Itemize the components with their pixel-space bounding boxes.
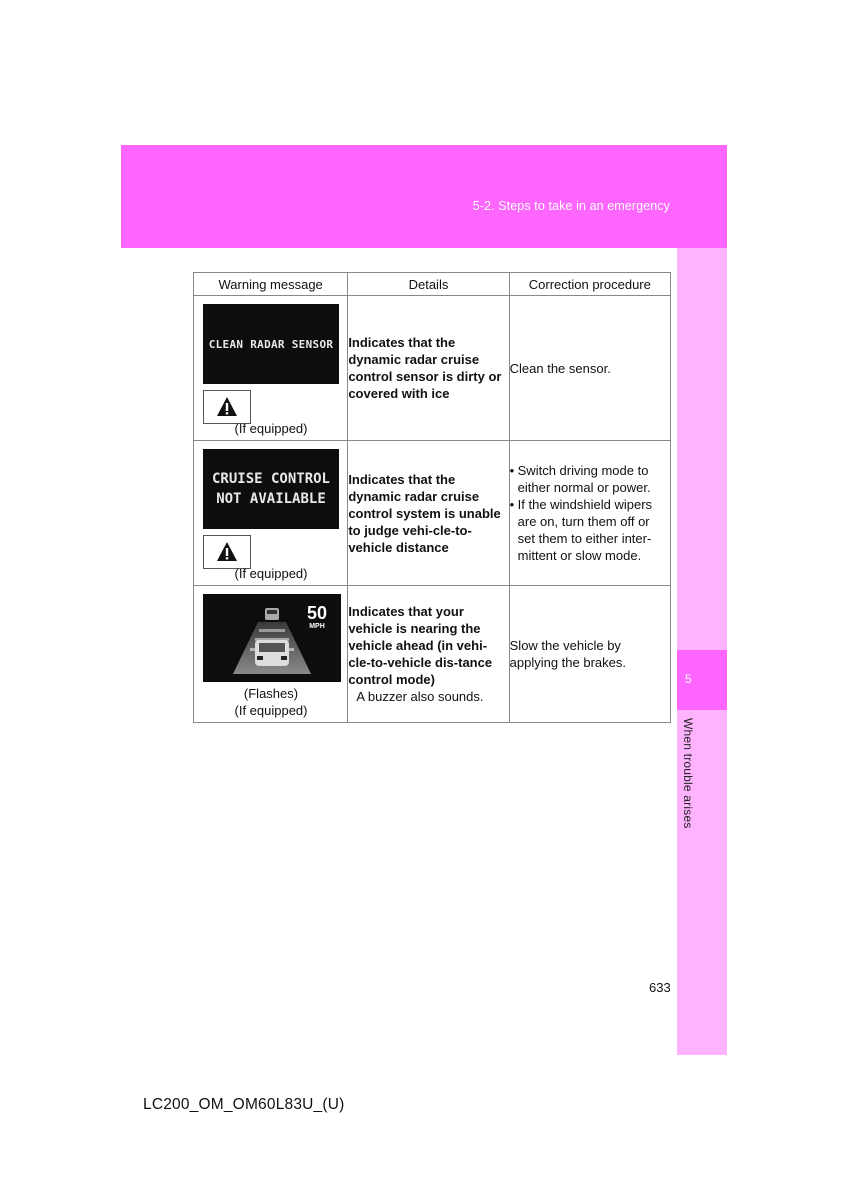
list-item: • If the windshield wipers are on, turn them off or set them to either inter-mittent or slow mode. [510, 496, 670, 564]
correction-cell: Slow the vehicle by applying the brakes. [509, 586, 670, 723]
speed-readout [307, 604, 327, 631]
warning-message-cell [194, 296, 348, 441]
warning-message-cell [194, 586, 348, 723]
display-screen [203, 304, 339, 384]
table-header-row [194, 273, 671, 296]
section-title: 5-2. Steps to take in an emergency [472, 199, 670, 213]
details-cell: Indicates that the dynamic radar cruise control sensor is dirty or covered with ice [348, 296, 509, 441]
column-header-warning-message: Warning message [194, 273, 348, 296]
column-header-correction-procedure: Correction procedure [509, 273, 670, 296]
warning-message-table [193, 272, 671, 723]
warning-triangle-icon [203, 390, 251, 424]
screen-text-line-2: NOT AVAILABLE [216, 491, 326, 507]
display-screen [203, 449, 339, 529]
column-header-details: Details [348, 273, 509, 296]
speed-value: 50 [306, 603, 327, 623]
table-row [194, 296, 671, 441]
details-text: Indicates that your vehicle is nearing the vehicle ahead (in vehi-cle-to-vehicle dis-tance control mode) [348, 604, 493, 687]
chapter-number-box [677, 650, 727, 710]
correction-cell: Clean the sensor. [509, 296, 670, 441]
header-band [121, 145, 727, 248]
details-cell: Indicates that the dynamic radar cruise control system is unable to judge vehi-cle-to-vehicle distance [348, 441, 509, 586]
page-number: 633 [649, 980, 671, 995]
chapter-label: When trouble arises [681, 718, 695, 829]
table-row [194, 441, 671, 586]
speed-unit: MPH [309, 623, 325, 630]
screen-text: CLEAN RADAR SENSOR [208, 337, 334, 351]
screen-text-line-1: CRUISE CONTROL [211, 471, 330, 487]
list-item: • Switch driving mode to either normal or power. [510, 462, 670, 496]
display-screen [203, 594, 341, 682]
document-code: LC200_OM_OM60L83U_(U) [143, 1096, 345, 1113]
chapter-number: 5 [685, 672, 692, 686]
caption-flashes: (Flashes) [243, 686, 299, 701]
warning-triangle-icon [203, 535, 251, 569]
table-row [194, 586, 671, 723]
caption: (If equipped) [234, 703, 308, 718]
details-cell [348, 586, 509, 723]
caption: (If equipped) [234, 421, 308, 436]
caption: (If equipped) [234, 566, 308, 581]
correction-cell [509, 441, 670, 586]
details-subtext: A buzzer also sounds. [356, 689, 484, 704]
correction-list [510, 462, 670, 564]
warning-message-cell [194, 441, 348, 586]
chapter-side-tab[interactable] [677, 248, 727, 1055]
